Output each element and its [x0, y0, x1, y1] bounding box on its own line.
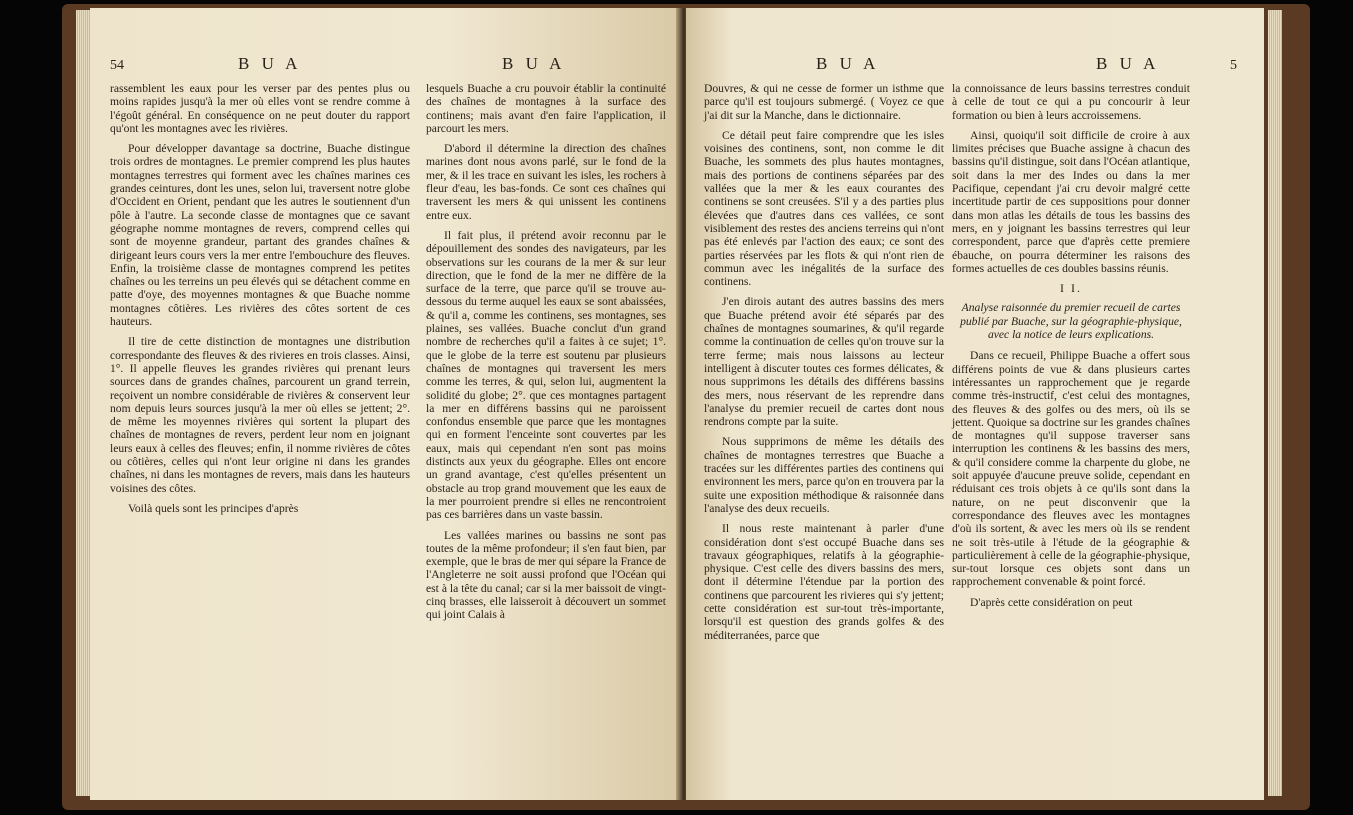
column-right [426, 82, 666, 629]
left-page [90, 8, 680, 800]
paragraph: D'abord il détermine la direction des chaînes marines dont nous avons parlé, sur le fond de la mer, & il les trace en suivant les isles, les rochers à fleur d'eau, les bas-fonds. Ce sont ces chaînes qui traversent les mers & qui unissent les continens entre eux. [426, 142, 666, 222]
paragraph: Ce détail peut faire comprendre que les isles voisines des continens, sont, non comme le dit Buache, les sommets des plus hautes montagnes, mais des portions de continens séparées par des vallées que la mer & les eaux courantes des continens se sont creusées. S'il y a des parties plus élevées que d'autres dans ces vallées, ce sont visiblement des restes des anciens terreins qui n'ont pas été enlevés par l'action des eaux; ce sont des parties réservées par les flots & qui n'ont rien de commun avec les inégalités de la surface des continens. [704, 128, 944, 289]
column-left [704, 82, 944, 649]
paragraph: Il fait plus, il prétend avoir reconnu par le dépouillement des sondes des navigateurs, par les observations sur les courans de la mer & sur leur direction, que le fond de la mer ne diffère de la surface de la terre, que parce qu'il se trouve au-dessous du terme auquel les eaux se sont abaissées, & qu'il a, comme les continens, ses montagnes, ses plaines, ses vallées. Buache conclut d'un grand nombre de recherches qu'il a faites à ce sujet; 1°. que le globe de la terre est soutenu par plusieurs chaînes de montagnes qui traversent les mers comme les terres, & qui, selon lui, augmentent la solidité du globe; 2°. que ces montagnes partagent la mer en différens bassins qui ne paroissent confondus ensemble que parce que les montagnes qui en forment l'enceinte sont couvertes par les eaux, mais qui cependant n'en sont pas moins distincts aux yeux du géographe. Elles ont encore un grand avantage, c'est qu'elles présentent un obstacle au trop grand mouvement que les eaux de la mer pourroient prendre si elles ne rencontroient pas ces barrières dans un vaste bassin. [426, 228, 666, 522]
paragraph: Voilà quels sont les principes d'après [128, 501, 299, 515]
paragraph: rassemblent les eaux pour les verser par des pentes plus ou moins rapides jusqu'à la mer où elles vont se rendre comme à l'égoût général. En conséquence on ne peut douter du rapport qu'ont les montagnes avec les rivières. [110, 82, 410, 135]
paragraph: D'après cette considération on peut [970, 595, 1133, 609]
paragraph: Nous supprimons de même les détails des chaînes de montagnes terrestres que Buache a tracées sur les différentes parties des continens qui environnent les mers, parce qu'on en trouvera par la suite une exposition méthodique & raisonnée dans l'analyse des deux recueils. [704, 435, 944, 515]
paragraph: Dans ce recueil, Philippe Buache a offert sous différens points de vue & dans plusieurs cartes intéressantes un rapprochement que je regarde comme très-instructif, c'est celui des montagnes, des fleuves & des golfes ou des mers, où ils se jettent. Quoique sa doctrine sur les grandes chaînes de montagnes qu'il suppose traverser sans interruption les continens & les bassins des mers, & qu'il considere comme la charpente du globe, ne soit appuyée d'aucune preuve solide, cependant en réduisant ces trois objets à ce qu'ils sont dans la nature, on ne peut disconvenir que la correspondance des fleuves avec les montagnes d'où ils sortent, & avec les mers où ils se rendent ne soit très-utile à l'étude de la géographie & particulièrement à celle de la géographie-physique, sur-tout lorsque ces objets sont dans un rapprochement convenable & point forcé. [952, 349, 1190, 589]
right-page-edges [1268, 10, 1282, 796]
section-number: I I. [1060, 281, 1082, 296]
column-left [110, 82, 410, 522]
paragraph: Ainsi, quoiqu'il soit difficile de croire à aux limites précises que Buache assigne à chacun des bassins qu'il distingue, soit dans l'Océan atlantique, soit dans la mer des Indes ou dans la mer Pacifique, cependant j'ai cru devoir malgré cette incertitude partir de ces suppositions pour donner dans mon atlas les détails de tous les bassins des mers, en y joignant les bassins terrestres qui leur correspondent, parce que d'après cette premiere ébauche, on pourra déterminer les raisons des formes actuelles de ces doubles bassins réunis. [952, 128, 1190, 275]
running-head: B U A [502, 54, 566, 73]
paragraph: Il tire de cette distinction de montagnes une distribution correspondante des fleuves & des rivieres en trois classes. Ainsi, 1°. Il appelle fleuves les grandes rivières qui prenant leurs sources dans de grandes chaînes, parcourent un grand terrein, reçoivent un nombre considérable de rivières & conservent leur nom depuis leurs sources jusqu'à la mer où elles se jettent; 2°. de même les moyennes rivières qui sortent la plupart des chaînes de montagnes de revers, perdent leur nom en joignant leurs eaux à celles des fleuves; enfin, il nomme rivières de côtes ou côtières, celles qui n'ont leur origine ni dans les grandes chaînes, ni dans les montagnes de revers, mais dans les hauteurs voisines des côtes. [110, 335, 410, 495]
column-right [952, 82, 1190, 616]
paragraph: Il nous reste maintenant à parler d'une considération dont s'est occupé Buache dans ses travaux géographiques, relatifs à la géographie-physique. C'est celle des divers bassins des mers, dont il détermine l'étendue par la portion des continens que parcourent les rivieres qui s'y jettent; cette considération est sur-tout très-importante, lorsqu'il est question des grands golfes & des méditerranées, parce que [704, 522, 944, 642]
paragraph: Pour développer davantage sa doctrine, Buache distingue trois ordres de montagnes. Le premier comprend les plus hautes montagnes terrestres qui forment avec les chaînes marines ces grandes ceintures, dont les unes, selon lui, traversent notre globe d'Occident en Orient, pendant que les autres le soutiennent d'un pôle à l'autre. La seconde classe de montagnes que ce savant géographe nomme montagnes de revers, comprend celles qui sont de moyenne grandeur, partant des grandes chaînes & dirigeant leurs cours vers la mer entre l'embouchure des fleuves. Enfin, la troisième classe de montagnes comprend les petites chaînes ou les terreins un peu élevés qui se détachent comme en patte d'oye, des moyennes montagnes & que Buache nomme montagnes côtières. Les rivières des côtes sortent de ces hauteurs. [110, 142, 410, 329]
page-number: 54 [110, 58, 124, 73]
left-page-edges [76, 10, 90, 796]
running-head: B U A [1096, 54, 1160, 73]
section-title: Analyse raisonnée du premier recueil de cartes publié par Buache, sur la géographie-physique, avec la notice de leurs explications. [960, 301, 1182, 342]
paragraph: la connoissance de leurs bassins terrestres conduit à celle de tout ce qui a pu concourir à leur formation ou bien à leurs accroissemens. [952, 82, 1190, 122]
right-page [686, 8, 1264, 800]
paragraph: Douvres, & qui ne cesse de former un isthme que parce qu'il est toujours submergé. ( Voyez ce que j'ai dit sur la Manche, dans le dictionnaire. [704, 82, 944, 122]
running-head: B U A [816, 54, 880, 73]
page-number: 5 [1230, 58, 1237, 73]
paragraph: Les vallées marines ou bassins ne sont pas toutes de la même profondeur; il s'en faut bien, par exemple, que le bras de mer qui sépare la France de l'Angleterre ne soit aussi profond que l'Océan qui est à la tête du canal; car si la mer baissoit de vingt-cinq brasses, elle laisseroit à découvert un sommet qui joint Calais à [426, 528, 666, 622]
running-head: B U A [238, 54, 302, 73]
paragraph: lesquels Buache a cru pouvoir établir la continuité des chaînes de montagnes à la surface des continens; mais avant d'en faire l'application, il parcourt les mers. [426, 82, 666, 135]
paragraph: J'en dirois autant des autres bassins des mers que Buache prétend avoir été séparés par des chaînes de montagnes soumarines, & qu'il regarde comme la continuation de celles qu'on trouve sur la terre ferme; mais nous laissons au lecteur intelligent à discuter toutes ces formes délicates, & nous supprimons les détails des différens bassins des mers, nous réservant de les reprendre dans l'analyse du premier recueil de cartes dont nous rendrons compte par la suite. [704, 295, 944, 429]
